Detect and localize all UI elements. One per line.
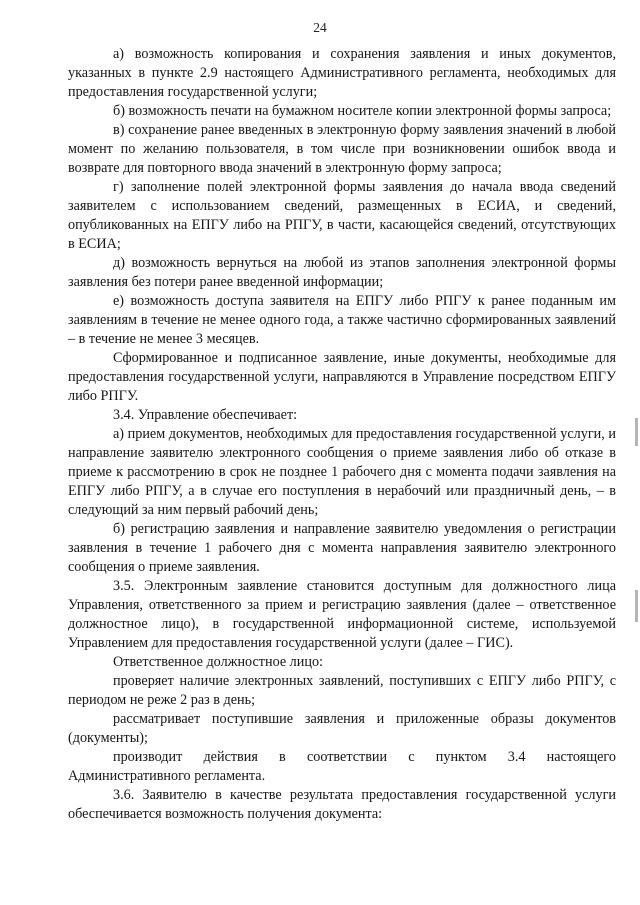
document-body [68,45,616,824]
paragraph-reviews: рассматривает поступившие заявления и приложенные образы документов (документы); [68,711,616,746]
paragraph-3-4-b: б) регистрацию заявления и направление заявителю уведомления о регистрации заявления в течение 1 рабочего дня с момента направления заявителю электронного сообщения о приеме заявления. [68,521,616,575]
paragraph-b-print: б) возможность печати на бумажном носителе копии электронной формы запроса; [113,103,612,119]
scan-edge-mark [635,418,638,446]
paragraph-e-access: е) возможность доступа заявителя на ЕПГУ либо РПГУ к ранее поданным им заявлениям в течение не менее одного года, а также частично сформированных заявлений – в течение не менее 3 месяцев. [68,293,616,347]
paragraph-g-autofill: г) заполнение полей электронной формы заявления до начала ввода сведений заявителем с использованием сведений, размещенных в ЕСИА, и сведений, опубликованных на ЕПГУ либо на РПГУ, в части, касающейся сведений, отсутствующих в ЕСИА; [68,179,616,252]
paragraph-d-return-step: д) возможность вернуться на любой из этапов заполнения электронной формы заявления без потери ранее введенной информации; [68,255,616,290]
paragraph-responsible-official: Ответственное должностное лицо: [113,654,323,670]
paragraph-3-5: 3.5. Электронным заявление становится доступным для должностного лица Управления, ответственного за прием и регистрацию заявления (далее – ответственное должностное лицо), в государственной информационной системе, используемой Управлением для предоставления государственной услуги (далее – ГИС). [68,578,616,651]
paragraph-checks: проверяет наличие электронных заявлений, поступивших с ЕПГУ либо РПГУ, с периодом не реже 2 раз в день; [68,673,616,708]
paragraph-signed-application: Сформированное и подписанное заявление, иные документы, необходимые для предоставления государственной услуги, направляются в Управление посредством ЕПГУ либо РПГУ. [68,350,616,404]
paragraph-v-save-values: в) сохранение ранее введенных в электронную форму заявления значений в любой момент по желанию пользователя, в том числе при возникновении ошибок ввода и возврате для повторного ввода значений в электронную форму запроса; [68,122,616,176]
paragraph-3-4-a: а) прием документов, необходимых для предоставления государственной услуги, и направление заявителю электронного сообщения о приеме заявления либо об отказе в приеме к рассмотрению в срок не позднее 1 рабочего дня с момента подачи заявления на ЕПГУ либо РПГУ, а в случае его поступления в нерабочий или праздничный день, – в следующий за ним первый рабочий день; [68,426,616,518]
page-number: 24 [313,20,327,35]
paragraph-a-copy-save: а) возможность копирования и сохранения заявления и иных документов, указанных в пункте 2.9 настоящего Административного регламента, необходимых для предоставления государственной услуги; [68,46,616,100]
paragraph-3-6: 3.6. Заявителю в качестве результата предоставления государственной услуги обеспечивается возможность получения документа: [68,787,616,822]
paragraph-performs: производит действия в соответствии с пунктом 3.4 настоящего Административного регламента. [68,749,616,784]
scan-edge-mark [635,590,638,622]
paragraph-3-4-heading: 3.4. Управление обеспечивает: [113,407,298,423]
